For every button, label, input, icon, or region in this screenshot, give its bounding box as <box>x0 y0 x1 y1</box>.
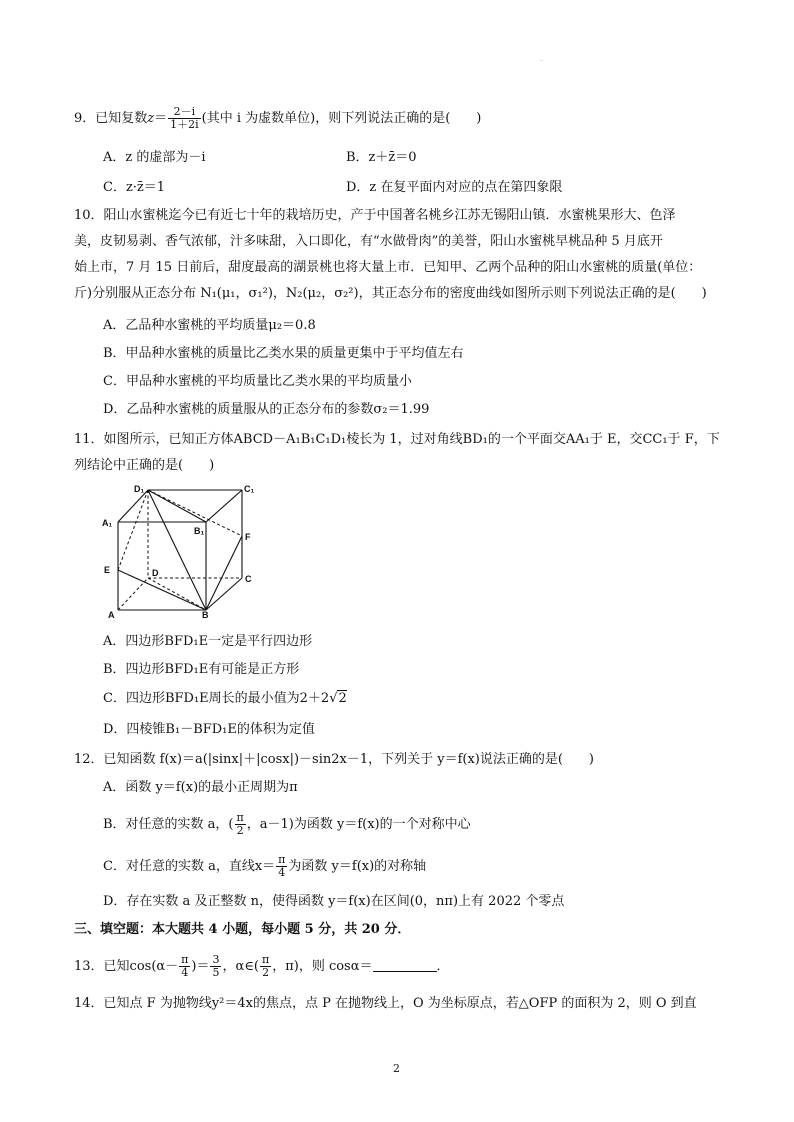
q14-line-1: 14．已知点 F 为抛物线y²＝4x的焦点，点 P 在抛物线上，O 为坐标原点，若△OFP 的面积为 2，则 O 到直 <box>74 996 697 1011</box>
q10-line-4: 斤)分别服从正态分布 N₁(μ₁，σ₁²)，N₂(μ₂，σ₂²)，其正态分布的密度曲线如图所示则下列说法正确的是( ) <box>74 286 707 301</box>
q13-f2-den: 5 <box>212 966 220 979</box>
answer-blank[interactable] <box>373 959 437 972</box>
q11-option-c <box>103 691 347 707</box>
q9-option-c: C．z·z̄＝1 <box>103 180 166 195</box>
q13-post: ，π)，则 cosα＝ <box>272 959 373 974</box>
q9-eq: ＝ <box>154 111 168 126</box>
label-b: B <box>202 610 209 618</box>
q12-option-b-den: 2 <box>236 824 244 837</box>
label-d1: D₁ <box>134 484 145 494</box>
edge-a1-d1 <box>118 490 148 522</box>
q9-fraction <box>168 106 201 131</box>
q10-option-b: B．甲品种水蜜桃的质量比乙类水果的质量更集中于平均值左右 <box>103 346 464 361</box>
q12-option-b-fraction <box>235 812 246 837</box>
edge-b1-c1 <box>206 490 242 522</box>
edge-d1-b <box>148 490 206 610</box>
label-c: C <box>245 574 252 584</box>
edge-d-b-hidden <box>148 578 206 610</box>
q12-option-b-num: π <box>236 811 244 824</box>
q13-fraction-3 <box>260 954 271 979</box>
q12-option-d: D．存在实数 a 及正整数 n，使得函数 y＝f(x)在区间(0，nπ)上有 2022 个零点 <box>103 894 565 909</box>
q9-var: z <box>147 111 155 126</box>
q13-pre: 13．已知cos(α－ <box>74 959 179 974</box>
label-e: E <box>104 565 111 575</box>
q9-option-a: A．z 的虚部为－i <box>103 150 206 165</box>
q11-line-1: 11．如图所示，已知正方体ABCD－A₁B₁C₁D₁棱长为 1，过对角线BD₁的一个平面交AA₁于 E，交CC₁于 F，下 <box>74 432 720 447</box>
q11-option-c-text: C．四边形BFD₁E周长的最小值为2＋2 <box>103 691 330 706</box>
q9-option-b: B．z＋z̄＝0 <box>346 150 417 165</box>
section-3-heading: 三、填空题：本大题共 4 小题，每小题 5 分，共 20 分． <box>74 922 411 937</box>
q13-fraction-2 <box>210 954 221 979</box>
q12-option-a: A．函数 y＝f(x)的最小正周期为π <box>103 780 298 795</box>
q9-stem-post: (其中 i 为虚数单位)，则下列说法正确的是( ) <box>201 111 482 126</box>
q13-stem <box>74 954 450 979</box>
q12-option-b <box>103 812 471 837</box>
q12-option-c-den: 4 <box>278 866 286 879</box>
q9-option-d: D．z 在复平面内对应的点在第四象限 <box>346 180 563 195</box>
q11-option-d: D．四棱锥B₁－BFD₁E的体积为定值 <box>103 722 315 737</box>
q13-f1-den: 4 <box>181 966 189 979</box>
q12-option-c-pre: C．对任意的实数 a，直线x＝ <box>103 859 276 874</box>
sqrt-symbol: √ <box>329 691 338 706</box>
edge-b-c <box>206 578 242 610</box>
q10-line-2: 美，皮韧易剥、香气浓郁，汁多味甜，入口即化，有“水做骨肉”的美誉，阳山水蜜桃早桃品种 5 月底开 <box>74 234 663 249</box>
q11-option-a: A．四边形BFD₁E一定是平行四边形 <box>103 634 313 649</box>
label-a: A <box>108 610 115 618</box>
q13-f3-den: 2 <box>262 966 270 979</box>
q13-end: ． <box>436 959 450 974</box>
q13-f1-num: π <box>181 953 189 966</box>
label-d: D <box>152 568 159 578</box>
label-c1: C₁ <box>244 484 255 494</box>
q10-option-d: D．乙品种水蜜桃的质量服从的正态分布的参数σ₂＝1.99 <box>103 402 430 417</box>
q9-frac-den: 1＋2i <box>170 118 199 131</box>
q11-line-2: 列结论中正确的是( ) <box>74 458 215 473</box>
label-f: F <box>245 532 251 542</box>
q9-stem-pre: 9．已知复数 <box>74 111 148 126</box>
q13-f2-num: 3 <box>212 953 220 966</box>
q12-option-c-fraction <box>276 854 287 879</box>
edge-e-b <box>118 570 206 610</box>
edge-a-d-hidden <box>118 578 148 610</box>
q12-option-c-num: π <box>278 853 286 866</box>
q12-option-c <box>103 854 426 879</box>
q12-option-b-post: ，a－1)为函数 y＝f(x)的一个对称中心 <box>246 817 471 832</box>
q9-stem <box>74 106 481 131</box>
edge-b-f <box>206 536 242 610</box>
q9-frac-num: 2－i <box>168 106 201 119</box>
cube-figure <box>98 482 268 618</box>
q11-option-b: B．四边形BFD₁E有可能是正方形 <box>103 662 300 677</box>
q10-option-c: C．甲品种水蜜桃的平均质量比乙类水果的平均质量小 <box>103 374 412 389</box>
q11-option-c-radicand: 2 <box>338 691 347 706</box>
edge-d1-b1 <box>148 490 206 522</box>
q10-option-a: A．乙品种水蜜桃的平均质量μ₂＝0.8 <box>103 318 316 333</box>
label-a1: A₁ <box>102 518 113 528</box>
q12-option-c-post: 为函数 y＝f(x)的对称轴 <box>288 859 427 874</box>
q13-mid-2: ，α∈( <box>222 959 259 974</box>
q13-mid-1: )＝ <box>191 959 210 974</box>
q13-fraction-1 <box>179 954 190 979</box>
q12-stem: 12．已知函数 f(x)＝a(|sinx|＋|cosx|)－sin2x－1，下列关于 y＝f(x)说法正确的是( ) <box>74 752 595 767</box>
q10-line-1: 10．阳山水蜜桃迄今已有近七十年的栽培历史，产于中国著名桃乡江苏无锡阳山镇．水蜜桃果形大、色泽 <box>74 208 676 223</box>
q10-line-3: 始上市，7 月 15 日前后，甜度最高的湖景桃也将大量上市．已知甲、乙两个品种的阳山水蜜桃的质量(单位： <box>74 260 702 275</box>
label-b1: B₁ <box>194 526 205 536</box>
q12-option-b-pre: B．对任意的实数 a，( <box>103 817 234 832</box>
page-number: 2 <box>393 1062 400 1075</box>
edge-d1-e-hidden <box>118 490 148 570</box>
corner-mark: . <box>540 54 543 63</box>
q13-f3-num: π <box>261 953 270 966</box>
